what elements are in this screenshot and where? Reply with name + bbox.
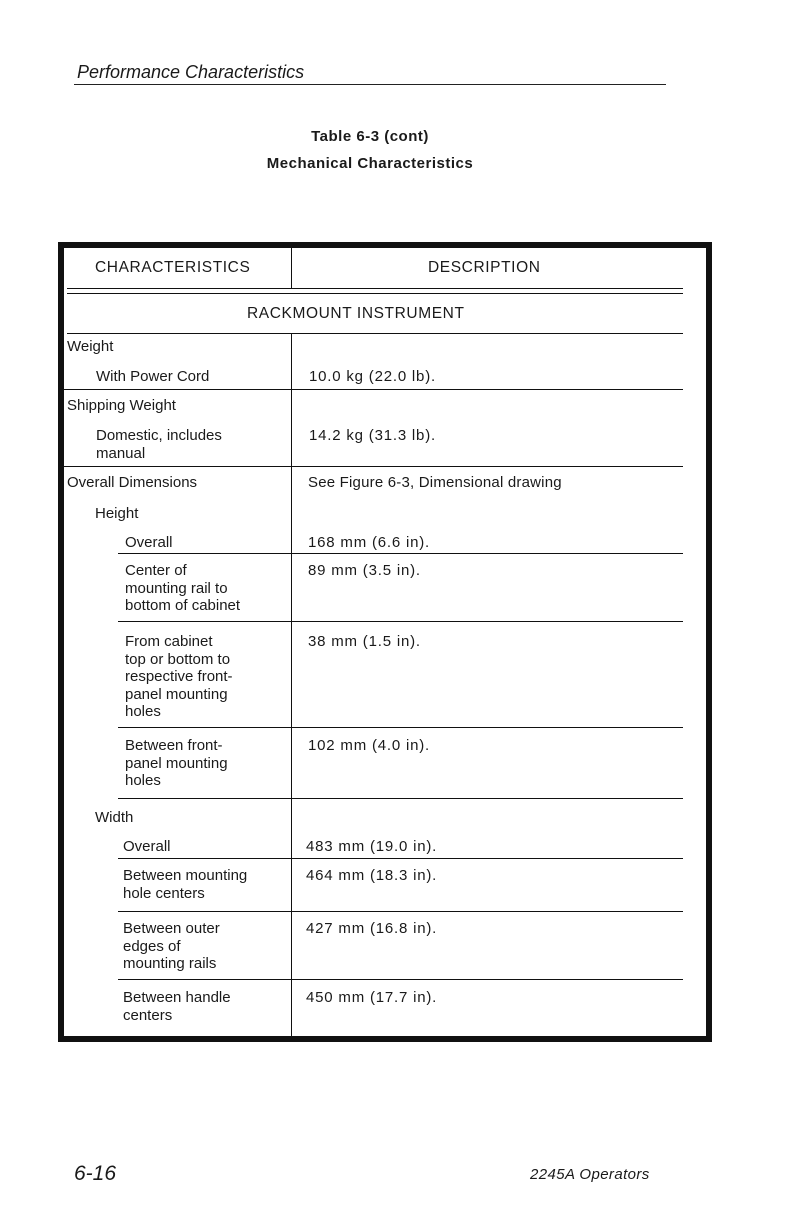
row-label-between-handle: Between handle centers <box>123 989 231 1024</box>
row-label-height-overall: Overall <box>125 534 173 551</box>
row-value-between-handle: 450 mm (17.7 in). <box>306 989 438 1006</box>
section-rule <box>67 333 683 334</box>
row-label-weight: Weight <box>67 338 114 355</box>
row-label-between-front: Between front- panel mounting holes <box>125 737 228 789</box>
row-value-between-front: 102 mm (4.0 in). <box>308 737 431 754</box>
row-divider <box>64 389 683 390</box>
row-label-between-outer-edges: Between outer edges of mounting rails <box>123 920 220 972</box>
row-divider <box>118 553 683 554</box>
row-value-between-hole-centers: 464 mm (18.3 in). <box>306 867 438 884</box>
row-value-domestic: 14.2 kg (31.3 lb). <box>309 427 436 444</box>
table-title: Table 6-3 (cont) <box>311 128 429 145</box>
page-header: Performance Characteristics <box>77 62 305 82</box>
body-column-divider <box>291 334 292 1036</box>
row-label-with-power-cord: With Power Cord <box>96 368 210 385</box>
header-rule <box>74 84 666 85</box>
row-divider <box>118 798 683 799</box>
row-label-overall-dimensions: Overall Dimensions <box>67 474 198 491</box>
table-subtitle: Mechanical Characteristics <box>266 155 474 172</box>
row-label-width-overall: Overall <box>123 838 171 855</box>
row-value-overall-dimensions: See Figure 6-3, Dimensional drawing <box>308 474 562 491</box>
header-rule-1 <box>67 288 683 289</box>
row-value-from-cabinet: 38 mm (1.5 in). <box>308 633 421 650</box>
row-value-center-rail: 89 mm (3.5 in). <box>308 562 421 579</box>
row-label-height: Height <box>95 505 139 522</box>
row-divider <box>118 621 683 622</box>
row-divider <box>118 858 683 859</box>
page-number: 6-16 <box>74 1162 117 1185</box>
header-column-divider <box>291 248 292 289</box>
row-label-from-cabinet: From cabinet top or bottom to respective front- panel mounting holes <box>125 633 233 720</box>
row-label-between-hole-centers: Between mounting hole centers <box>123 867 248 902</box>
row-label-domestic: Domestic, includes manual <box>96 427 222 462</box>
column-header-characteristics: CHARACTERISTICS <box>95 259 251 276</box>
header-rule-2 <box>67 293 683 294</box>
row-divider <box>118 911 683 912</box>
row-label-center-rail: Center of mounting rail to bottom of cabinet <box>125 562 241 614</box>
section-heading: RACKMOUNT INSTRUMENT <box>247 305 465 322</box>
row-value-width-overall: 483 mm (19.0 in). <box>306 838 438 855</box>
row-divider <box>64 466 683 467</box>
row-divider <box>118 727 683 728</box>
row-label-shipping-weight: Shipping Weight <box>67 397 176 414</box>
manual-name: 2245A Operators <box>530 1166 650 1183</box>
row-value-height-overall: 168 mm (6.6 in). <box>308 534 431 551</box>
row-divider <box>118 979 683 980</box>
row-value-with-power-cord: 10.0 kg (22.0 lb). <box>309 368 436 385</box>
row-label-width: Width <box>95 809 134 826</box>
column-header-description: DESCRIPTION <box>428 259 541 276</box>
row-value-between-outer-edges: 427 mm (16.8 in). <box>306 920 438 937</box>
